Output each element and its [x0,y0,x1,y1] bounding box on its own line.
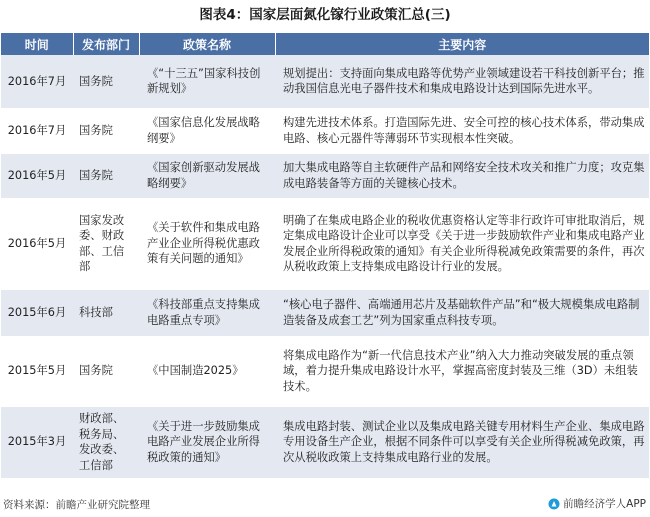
cell-time: 2016年7月 [1,55,73,108]
cell-time: 2016年5月 [1,153,73,198]
cell-dept: 国务院 [73,153,139,198]
table-row [1,406,649,478]
cell-time: 2016年7月 [1,108,73,153]
cell-dept: 国家发改委、财政部、工信部 [73,198,139,289]
cell-policy-name: 《国家信息化发展战略纲要》 [139,108,275,153]
brand-mark [548,496,646,511]
cell-content: 明确了在集成电路企业的税收优惠资格认定等非行政许可审批取消后，规定集成电路设计企业可以享受《关于进一步鼓励软件产业和集成电路产业发展企业所得税政策的通知》有关企业所得税减免政策需要的条件，再次从税收政策上支持集成电路设计行业的发展。 [275,198,649,289]
cell-policy-name: 《国家创新驱动发展战略纲要》 [139,153,275,198]
policy-table [1,33,649,479]
cell-time: 2015年3月 [1,406,73,478]
cell-dept: 国务院 [73,108,139,153]
cell-policy-name: 《科技部重点支持集成电路重点专项》 [139,289,275,336]
cell-content: 加大集成电路等自主软硬件产品和网络安全技术攻关和推广力度；攻克集成电路装备等方面的关键核心技术。 [275,153,649,198]
table-header-row [1,33,649,55]
cell-content: 规划提出：支持面向集成电路等优势产业领域建设若干科技创新平台；推动我国信息光电子器件技术和集成电路设计达到国际先进水平。 [275,55,649,108]
cell-time: 2015年5月 [1,336,73,406]
figure-title: 图表4：国家层面氮化镓行业政策汇总(三) [199,7,451,23]
table-row [1,289,649,336]
source-note: 资料来源：前瞻产业研究院整理 [3,499,150,511]
column-header-content: 主要内容 [275,33,649,55]
table-row [1,153,649,198]
table-row [1,336,649,406]
cell-dept: 财政部、税务局、发改委、工信部 [73,406,139,478]
cell-policy-name: 《“十三五”国家科技创新规划》 [139,55,275,108]
cell-policy-name: 《关于软件和集成电路产业企业所得税优惠政策有关问题的通知》 [139,198,275,289]
table-row [1,55,649,108]
cell-time: 2015年6月 [1,289,73,336]
cell-content: “核心电子器件、高端通用芯片及基础软件产品”和“极大规模集成电路制造装备及成套工艺”列为国家重点科技专项。 [275,289,649,336]
cell-dept: 国务院 [73,336,139,406]
cell-content: 将集成电路作为“新一代信息技术产业”纳入大力推动突破发展的重点领域，着力提升集成电路设计水平，掌握高密度封装及三维（3D）未组装技术。 [275,336,649,406]
cell-policy-name: 《中国制造2025》 [139,336,275,406]
table-row [1,108,649,153]
table-row [1,198,649,289]
cell-dept: 科技部 [73,289,139,336]
column-header-name: 政策名称 [139,33,275,55]
brand-logo-icon [548,498,560,510]
cell-dept: 国务院 [73,55,139,108]
cell-content: 构建先进技术体系。打造国际先进、安全可控的核心技术体系，带动集成电路、核心元器件等薄弱环节实现根本性突破。 [275,108,649,153]
cell-time: 2016年5月 [1,198,73,289]
cell-content: 集成电路封装、测试企业以及集成电路关键专用材料生产企业、集成电路专用设备生产企业，根据不同条件可以享受有关企业所得税减免政策，再次从税收政策上支持集成电路行业的发展。 [275,406,649,478]
cell-policy-name: 《关于进一步鼓励集成电路产业发展企业所得税政策的通知》 [139,406,275,478]
column-header-time: 时间 [1,33,73,55]
brand-name: 前瞻经济学人APP [563,498,646,510]
column-header-dept: 发布部门 [73,33,139,55]
